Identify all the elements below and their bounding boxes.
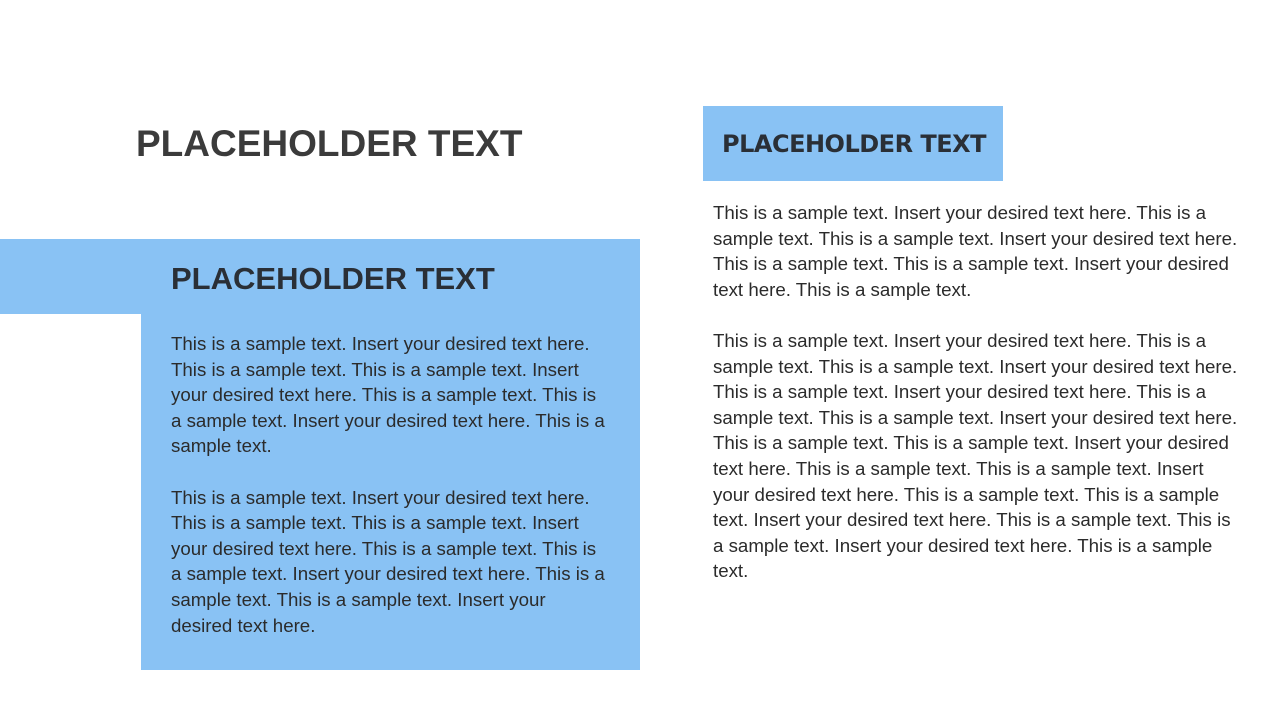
right-panel-paragraph-1: This is a sample text. Insert your desired text here. This is a sample text. This is a sample text. Insert your desired text here. This is a sample text. This is a sample text. Insert your desired text here. This is a sample text. xyxy=(713,202,1238,300)
main-title: PLACEHOLDER TEXT xyxy=(136,123,523,164)
left-panel-title: PLACEHOLDER TEXT xyxy=(171,261,495,296)
blue-tab-accent xyxy=(0,239,141,314)
left-panel-paragraph-1: This is a sample text. Insert your desired text here. This is a sample text. This is a sample text. Insert your desired text here. This is a sample text. This is a sample text. Insert your desired text here. This is a sample text. xyxy=(171,333,605,457)
right-panel-paragraph-2: This is a sample text. Insert your desired text here. This is a sample text. This is a sample text. Insert your desired text here. This is a sample text. Insert your desired text here. This is a sample text. This is a sample text. Insert your desired text here. This is a sample text. This is a sample text. Insert your desired text here. This is a sample text. This is a sample text. Insert your desired text here. This is a sample text. This is a sample text. Insert your desired text here. This is a sample text. This is a sample text. Insert your desired text here. This is a sample text. xyxy=(713,329,1238,582)
left-panel-paragraph-2: This is a sample text. Insert your desired text here. This is a sample text. This is a sample text. Insert your desired text here. This is a sample text. This is a sample text. Insert your desired text here. This is a sample text. This is a sample text. Insert your desired text here. xyxy=(171,486,605,636)
right-panel-title: PLACEHOLDER TEXT xyxy=(722,130,987,158)
right-panel-body xyxy=(713,200,1243,610)
left-panel-body xyxy=(171,331,611,664)
